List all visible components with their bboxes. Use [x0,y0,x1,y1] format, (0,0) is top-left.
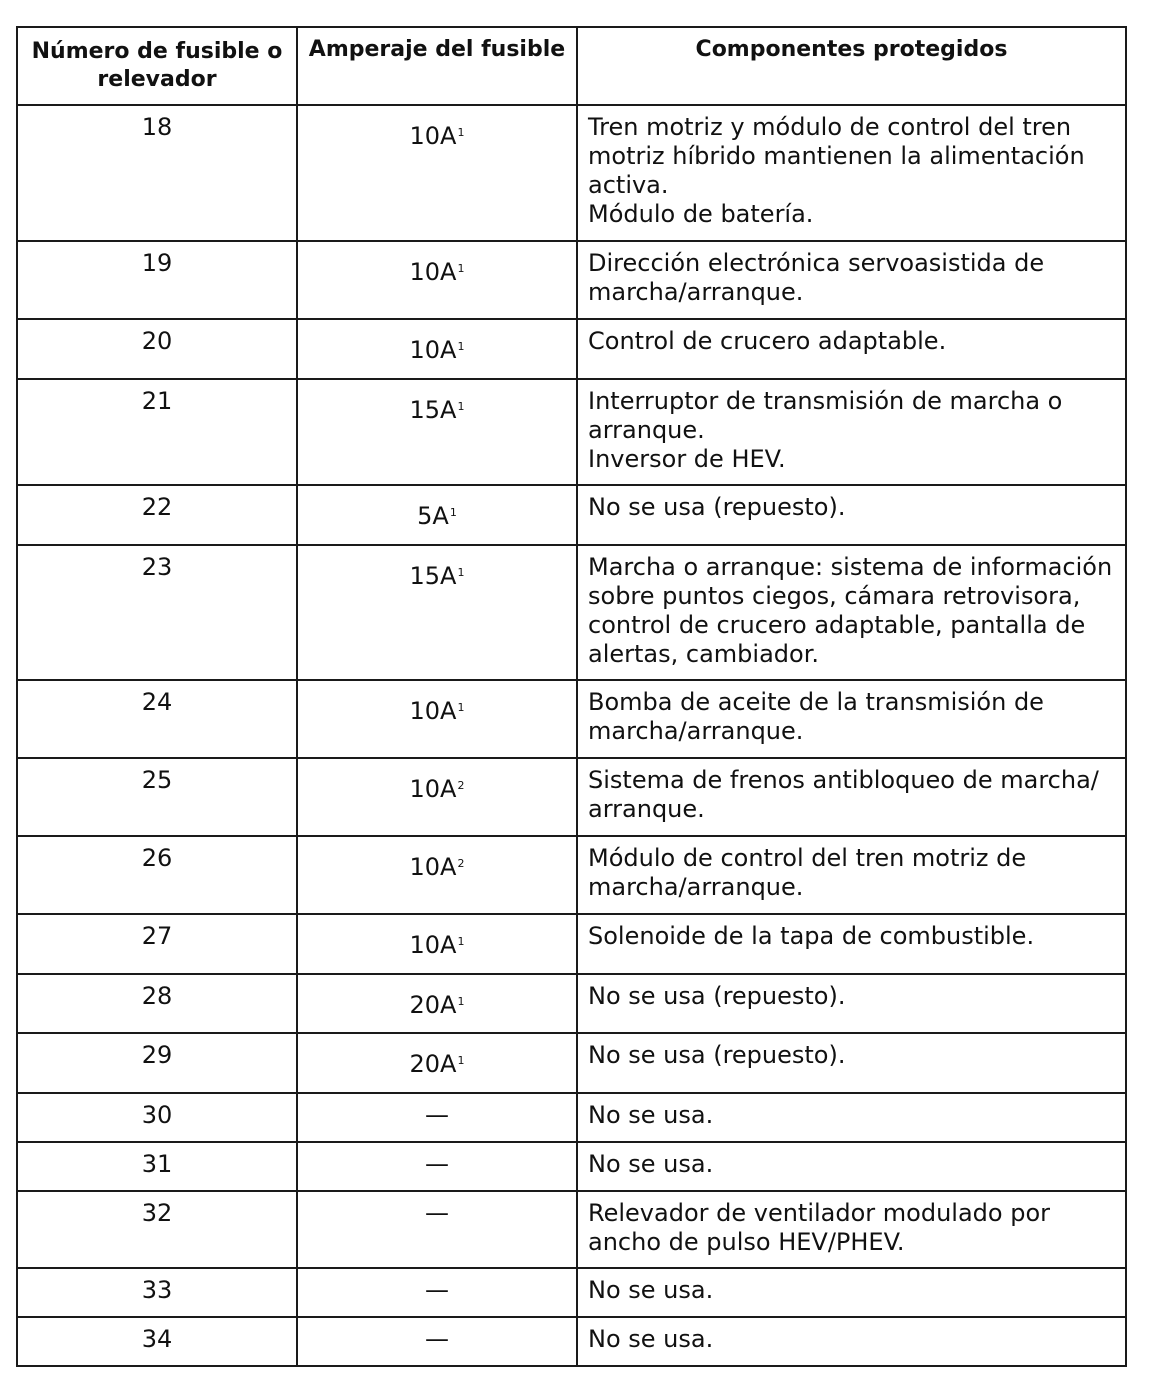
component-description: Dirección electrónica servoasistida de marcha/arranque. [588,249,1045,306]
amperage-cell [297,758,577,836]
amperage-value: 20A [409,991,457,1019]
components-cell [577,680,1126,758]
table-row [17,105,1126,241]
table-row [17,379,1126,485]
fuse-number-cell: 27 [17,914,297,974]
fuse-number-cell: 29 [17,1033,297,1093]
footnote-marker: 2 [457,779,465,792]
amperage-value: 10A [409,697,457,725]
table-row [17,241,1126,319]
components-cell [577,1093,1126,1142]
component-description: Módulo de batería. [588,200,814,228]
header-amperage: Amperaje del fusible [297,27,577,105]
footnote-marker: 1 [457,995,465,1008]
component-description: No se usa (repuesto). [588,982,846,1010]
footnote-marker: 1 [457,262,465,275]
fuse-number-cell: 21 [17,379,297,485]
fuse-number-cell: 22 [17,485,297,545]
component-description: Sistema de frenos antibloqueo de marcha/ arranque. [588,766,1099,823]
component-description: Control de crucero adaptable. [588,327,947,355]
table-row [17,485,1126,545]
components-cell [577,1191,1126,1268]
table-row [17,974,1126,1033]
amperage-value: 15A [409,396,457,424]
fuse-number-cell: 34 [17,1317,297,1366]
table-row [17,1142,1126,1191]
footnote-marker: 1 [457,400,465,413]
footnote-marker: 1 [457,340,465,353]
components-cell [577,379,1126,485]
components-cell [577,319,1126,379]
amperage-cell [297,1317,577,1366]
fuse-number-cell: 23 [17,545,297,680]
amperage-cell [297,1093,577,1142]
component-description: No se usa. [588,1325,714,1353]
amperage-value: — [425,1199,449,1227]
component-description: Tren motriz y módulo de control del tren motriz híbrido mantienen la alimentación activa. [588,113,1085,199]
component-description: Módulo de control del tren motriz de marcha/arranque. [588,844,1027,901]
amperage-cell [297,836,577,914]
fuse-number-cell: 18 [17,105,297,241]
footnote-marker: 1 [449,506,457,519]
components-cell [577,1142,1126,1191]
components-cell [577,758,1126,836]
table-header-row [17,27,1126,105]
table-row [17,758,1126,836]
amperage-value: 10A [409,775,457,803]
fuse-number-cell: 33 [17,1268,297,1317]
footnote-marker: 2 [457,857,465,870]
amperage-cell [297,1268,577,1317]
table-row [17,319,1126,379]
component-description: Solenoide de la tapa de combustible. [588,922,1035,950]
components-cell [577,545,1126,680]
amperage-value: 10A [409,853,457,881]
amperage-value: 15A [409,562,457,590]
header-fuse-number: Número de fusible o relevador [17,27,297,105]
components-cell [577,914,1126,974]
fuse-number-cell: 30 [17,1093,297,1142]
amperage-value: 10A [409,258,457,286]
amperage-value: 10A [409,931,457,959]
amperage-cell [297,914,577,974]
components-cell [577,1033,1126,1093]
table-row [17,1033,1126,1093]
amperage-cell [297,680,577,758]
component-description: No se usa. [588,1150,714,1178]
header-components: Componentes protegidos [577,27,1126,105]
component-description: Bomba de aceite de la transmisión de marcha/arranque. [588,688,1044,745]
amperage-cell [297,974,577,1033]
amperage-cell [297,241,577,319]
amperage-value: 10A [409,336,457,364]
amperage-cell [297,1191,577,1268]
table-row [17,1317,1126,1366]
table-row [17,680,1126,758]
amperage-cell [297,545,577,680]
table-row [17,836,1126,914]
component-description: Inversor de HEV. [588,445,786,473]
amperage-cell [297,319,577,379]
table-body [17,105,1126,1366]
amperage-cell [297,379,577,485]
components-cell [577,105,1126,241]
components-cell [577,485,1126,545]
amperage-value: 20A [409,1050,457,1078]
component-description: Relevador de ventilador modulado por ancho de pulso HEV/PHEV. [588,1199,1051,1256]
table-row [17,1093,1126,1142]
amperage-cell [297,1142,577,1191]
footnote-marker: 1 [457,701,465,714]
components-cell [577,1317,1126,1366]
fuse-number-cell: 28 [17,974,297,1033]
components-cell [577,241,1126,319]
fuse-number-cell: 19 [17,241,297,319]
amperage-value: 5A [417,502,449,530]
amperage-value: 10A [409,122,457,150]
amperage-value: — [425,1276,449,1304]
footnote-marker: 1 [457,126,465,139]
table-row [17,914,1126,974]
fuse-number-cell: 24 [17,680,297,758]
components-cell [577,836,1126,914]
amperage-cell [297,105,577,241]
components-cell [577,974,1126,1033]
fuse-table [16,26,1127,1367]
component-description: No se usa (repuesto). [588,1041,846,1069]
table-row [17,1268,1126,1317]
components-cell [577,1268,1126,1317]
fuse-number-cell: 26 [17,836,297,914]
component-description: Interruptor de transmisión de marcha o arranque. [588,387,1063,444]
amperage-cell [297,485,577,545]
component-description: No se usa (repuesto). [588,493,846,521]
footnote-marker: 1 [457,935,465,948]
component-description: No se usa. [588,1276,714,1304]
amperage-value: — [425,1150,449,1178]
fuse-number-cell: 20 [17,319,297,379]
fuse-number-cell: 31 [17,1142,297,1191]
amperage-cell [297,1033,577,1093]
fuse-number-cell: 32 [17,1191,297,1268]
footnote-marker: 1 [457,1054,465,1067]
table-row [17,1191,1126,1268]
footnote-marker: 1 [457,566,465,579]
fuse-number-cell: 25 [17,758,297,836]
table-row [17,545,1126,680]
amperage-value: — [425,1325,449,1353]
component-description: No se usa. [588,1101,714,1129]
amperage-value: — [425,1101,449,1129]
component-description: Marcha o arranque: sistema de información sobre puntos ciegos, cámara retrovisora, control de crucero adaptable, pantalla de alertas, cambiador. [588,553,1113,668]
